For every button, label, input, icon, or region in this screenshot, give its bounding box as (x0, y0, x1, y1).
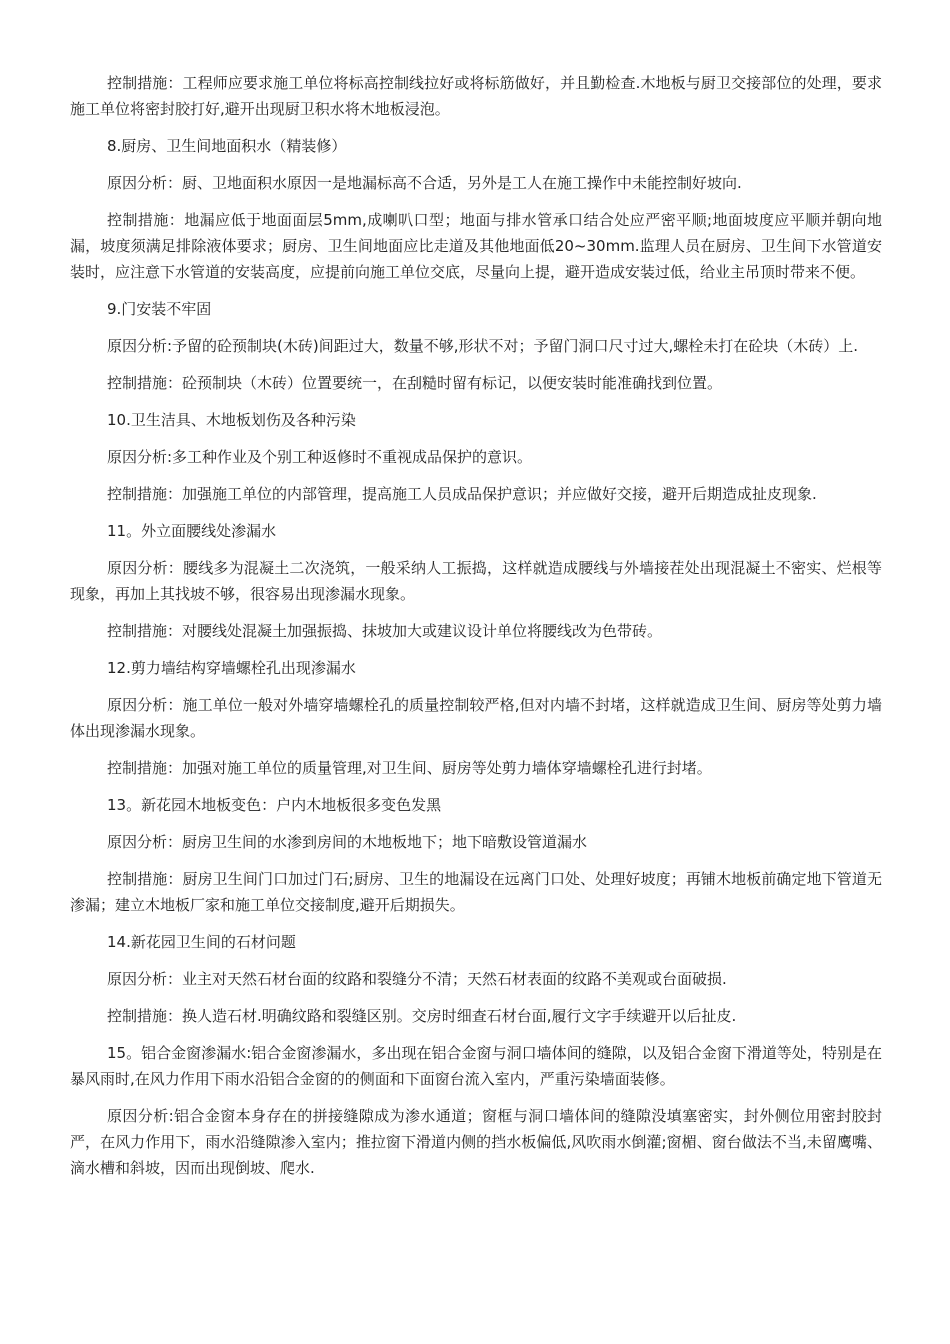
section-heading-14: 14.新花园卫生间的石材问题 (107, 933, 296, 951)
paragraph-cause-analysis: 原因分析:多工种作业及个别工种返修时不重视成品保护的意识。 (107, 448, 533, 466)
section-heading-15: 15。铝合金窗渗漏水:铝合金窗渗漏水，多出现在铝合金窗与洞口墙体间的缝隙，以及铝合金窗下滑道等处，特别是在暴风雨时,在风力作用下雨水沿铝合金窗的的侧面和下面窗台流入室内，严重污染墙面装修。 (70, 1044, 882, 1088)
section-heading-10: 10.卫生洁具、木地板划伤及各种污染 (107, 411, 356, 429)
paragraph-cause-analysis: 原因分析：厨房卫生间的水渗到房间的木地板地下；地下暗敷设管道漏水 (107, 833, 588, 851)
paragraph-cause-analysis: 原因分析：厨、卫地面积水原因一是地漏标高不合适，另外是工人在施工操作中未能控制好坡向. (107, 174, 742, 192)
paragraph-cause-analysis: 原因分析：业主对天然石材台面的纹路和裂缝分不清；天然石材表面的纹路不美观或台面破损. (107, 970, 727, 988)
section-heading-9: 9.门安装不牢固 (107, 300, 212, 318)
section-heading-11: 11。外立面腰线处渗漏水 (107, 522, 277, 540)
paragraph-cause-analysis: 原因分析：腰线多为混凝土二次浇筑，一般采纳人工振捣，这样就造成腰线与外墙接茬处出现混凝土不密实、烂根等现象，再加上其找坡不够，很容易出现渗漏水现象。 (70, 559, 882, 603)
paragraph-control-measure: 控制措施：地漏应低于地面面层5mm,成喇叭口型；地面与排水管承口结合处应严密平顺;地面坡度应平顺并朝向地漏，坡度须满足排除液体要求；厨房、卫生间地面应比走道及其他地面低20~30mm.监理人员在厨房、卫生间下水管道安装时，应注意下水管道的安装高度，应提前向施工单位交底，尽量向上提，避开造成安装过低，给业主吊顶时带来不便。 (70, 211, 882, 281)
paragraph-control-measure: 控制措施：砼预制块（木砖）位置要统一，在刮糙时留有标记，以便安装时能准确找到位置。 (107, 374, 723, 392)
section-heading-12: 12.剪力墙结构穿墙螺栓孔出现渗漏水 (107, 659, 356, 677)
paragraph-control-measure: 控制措施：工程师应要求施工单位将标高控制线拉好或将标筋做好，并且勤检查.木地板与厨卫交接部位的处理，要求施工单位将密封胶打好,避开出现厨卫积水将木地板浸泡。 (70, 74, 882, 118)
paragraph-control-measure: 控制措施：换人造石材.明确纹路和裂缝区别。交房时细查石材台面,履行文字手续避开以后扯皮. (107, 1007, 737, 1025)
paragraph-cause-analysis: 原因分析:铝合金窗本身存在的拼接缝隙成为渗水通道；窗框与洞口墙体间的缝隙没填塞密实，封外侧位用密封胶封严，在风力作用下，雨水沿缝隙渗入室内；推拉窗下滑道内侧的挡水板偏低,风吹雨水倒灌;窗楣、窗台做法不当,未留鹰嘴、滴水槽和斜坡，因而出现倒坡、爬水. (70, 1107, 882, 1177)
document-body (70, 70, 882, 1192)
paragraph-cause-analysis: 原因分析:予留的砼预制块(木砖)间距过大，数量不够,形状不对；予留门洞口尺寸过大,螺栓未打在砼块（木砖）上. (107, 337, 859, 355)
paragraph-control-measure: 控制措施：厨房卫生间门口加过门石;厨房、卫生的地漏设在远离门口处、处理好坡度；再铺木地板前确定地下管道无渗漏；建立木地板厂家和施工单位交接制度,避开后期损失。 (70, 870, 882, 914)
paragraph-control-measure: 控制措施：加强施工单位的内部管理，提高施工人员成品保护意识；并应做好交接，避开后期造成扯皮现象. (107, 485, 817, 503)
section-heading-13: 13。新花园木地板变色：户内木地板很多变色发黑 (107, 796, 442, 814)
paragraph-cause-analysis: 原因分析：施工单位一般对外墙穿墙螺栓孔的质量控制较严格,但对内墙不封堵，这样就造成卫生间、厨房等处剪力墙体出现渗漏水现象。 (70, 696, 882, 740)
paragraph-control-measure: 控制措施：加强对施工单位的质量管理,对卫生间、厨房等处剪力墙体穿墙螺栓孔进行封堵。 (107, 759, 712, 777)
section-heading-8: 8.厨房、卫生间地面积水（精装修） (107, 137, 347, 155)
paragraph-control-measure: 控制措施：对腰线处混凝土加强振捣、抹坡加大或建议设计单位将腰线改为色带砖。 (107, 622, 663, 640)
